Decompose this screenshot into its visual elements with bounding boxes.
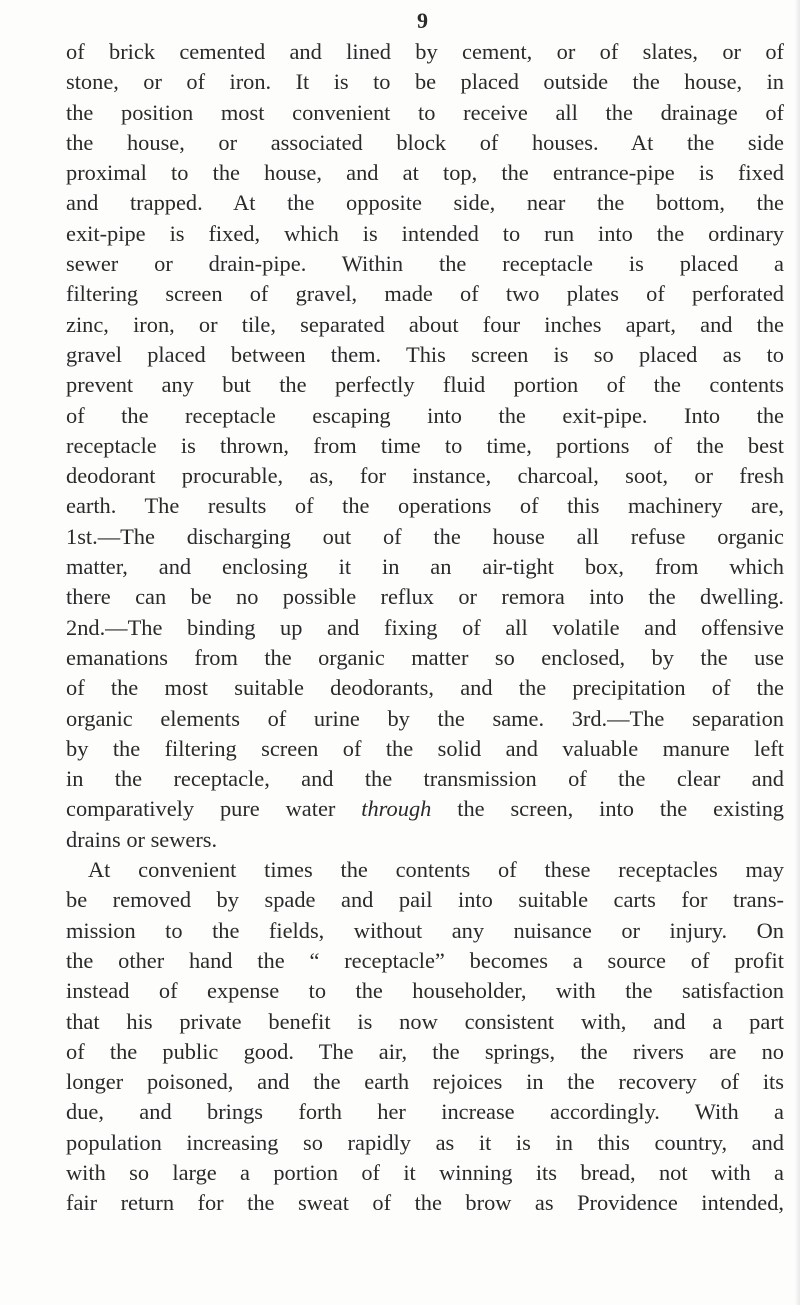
text-line: emanations from the organic matter so enclosed, by the use [66, 644, 784, 670]
paragraph-start-line: At convenient times the contents of these receptacles may [88, 857, 784, 883]
text-segment: the screen, into the existing [457, 796, 784, 822]
text-line: of brick cemented and lined by cement, or of slates, or of [66, 39, 784, 64]
body-text [66, 37, 784, 1219]
page-edge-shadow [794, 0, 800, 1305]
text-line: by the filtering screen of the solid and valuable manure left [66, 735, 784, 761]
text-line: prevent any but the perfectly fluid portion of the contents [66, 372, 784, 398]
text-line: deodorant procurable, as, for instance, charcoal, soot, or fresh [66, 463, 784, 489]
text-line: sewer or drain-pipe. Within the receptacle is placed a [66, 251, 784, 277]
text-line: with so large a portion of it winning its bread, not with a [66, 1159, 784, 1185]
text-line: instead of expense to the householder, with the satisfaction [66, 978, 784, 1004]
text-line: due, and brings forth her increase accordingly. With a [66, 1099, 784, 1125]
text-line: population increasing so rapidly as it is in this country, and [66, 1129, 784, 1155]
page-number: 9 [417, 8, 429, 33]
text-line: of the receptacle escaping into the exit-pipe. Into the [66, 402, 784, 428]
text-line: earth. The results of the operations of this machinery are, [66, 493, 784, 519]
text-line: filtering screen of gravel, made of two plates of perforated [66, 281, 784, 307]
paragraph-end-line: drains or sewers. [66, 826, 218, 852]
text-line: and trapped. At the opposite side, near the bottom, the [66, 190, 784, 216]
text-line: 1st.—The discharging out of the house all refuse organic [66, 523, 784, 549]
text-line-mixed [66, 794, 784, 824]
text-line: mission to the fields, without any nuisance or injury. On [66, 917, 784, 943]
text-line: in the receptacle, and the transmission of the clear and [66, 766, 784, 792]
text-line: the house, or associated block of houses. At the side [66, 129, 784, 155]
text-line: the position most convenient to receive all the drainage of [66, 99, 784, 125]
text-line: that his private benefit is now consistent with, and a part [66, 1008, 784, 1034]
text-line: zinc, iron, or tile, separated about four inches apart, and the [66, 311, 784, 337]
text-line: of the most suitable deodorants, and the precipitation of the [66, 675, 784, 701]
text-line: exit-pipe is fixed, which is intended to run into the ordinary [66, 220, 784, 246]
italic-word: through [361, 796, 432, 822]
text-line: be removed by spade and pail into suitable carts for trans- [66, 887, 784, 913]
text-line: matter, and enclosing it in an air-tight box, from which [66, 554, 784, 580]
text-line: there can be no possible reflux or remora into the dwelling. [66, 584, 784, 610]
text-line: organic elements of urine by the same. 3rd.—The separation [66, 705, 784, 731]
text-line: gravel placed between them. This screen is so placed as to [66, 341, 784, 367]
text-line: receptacle is thrown, from time to time, portions of the best [66, 432, 784, 458]
text-line: fair return for the sweat of the brow as Providence intended, [66, 1190, 784, 1216]
text-line: the other hand the “ receptacle” becomes a source of profit [66, 947, 784, 973]
text-line: 2nd.—The binding up and fixing of all volatile and offensive [66, 614, 784, 640]
text-line: longer poisoned, and the earth rejoices in the recovery of its [66, 1069, 784, 1095]
text-segment: comparatively pure water [66, 796, 336, 822]
text-line: proximal to the house, and at top, the entrance-pipe is fixed [66, 160, 784, 186]
text-line: of the public good. The air, the springs, the rivers are no [66, 1038, 784, 1064]
text-line: stone, or of iron. It is to be placed outside the house, in [66, 69, 784, 95]
